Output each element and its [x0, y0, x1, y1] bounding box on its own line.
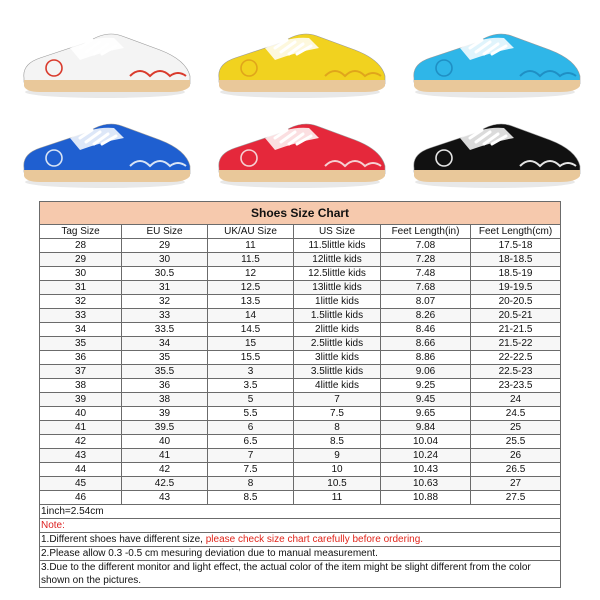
shoe-image-white	[10, 18, 200, 108]
table-cell: 10.24	[381, 449, 471, 463]
table-cell: 27.5	[471, 491, 561, 505]
table-row	[40, 239, 561, 253]
table-cell: 43	[40, 449, 122, 463]
table-row	[40, 435, 561, 449]
table-cell: 5	[208, 393, 294, 407]
table-cell: 36	[122, 379, 208, 393]
table-cell: 18.5-19	[471, 267, 561, 281]
table-row	[40, 309, 561, 323]
table-cell: 12.5little kids	[294, 267, 381, 281]
shoe-image-black	[400, 108, 590, 198]
header-uk-au-size: UK/AU Size	[208, 225, 294, 239]
table-row	[40, 253, 561, 267]
table-cell: 12.5	[208, 281, 294, 295]
table-cell: 9	[294, 449, 381, 463]
table-cell: 33.5	[122, 323, 208, 337]
table-cell: 10.43	[381, 463, 471, 477]
table-cell: 6	[208, 421, 294, 435]
table-cell: 3little kids	[294, 351, 381, 365]
note-1-text: 1.Different shoes have different size,	[41, 534, 206, 545]
table-cell: 9.25	[381, 379, 471, 393]
note-title: Note:	[40, 519, 561, 533]
table-row	[40, 393, 561, 407]
table-cell: 14.5	[208, 323, 294, 337]
table-cell: 32	[40, 295, 122, 309]
table-cell: 29	[40, 253, 122, 267]
table-cell: 7.5	[208, 463, 294, 477]
size-chart	[39, 201, 560, 588]
table-cell: 46	[40, 491, 122, 505]
table-cell: 23-23.5	[471, 379, 561, 393]
table-cell: 19-19.5	[471, 281, 561, 295]
table-cell: 26.5	[471, 463, 561, 477]
table-cell: 9.45	[381, 393, 471, 407]
table-cell: 9.84	[381, 421, 471, 435]
table-cell: 7.08	[381, 239, 471, 253]
table-row	[40, 323, 561, 337]
table-cell: 38	[40, 379, 122, 393]
table-cell: 11	[208, 239, 294, 253]
table-cell: 2little kids	[294, 323, 381, 337]
table-row	[40, 477, 561, 491]
table-row	[40, 491, 561, 505]
table-cell: 13little kids	[294, 281, 381, 295]
table-cell: 30	[40, 267, 122, 281]
table-cell: 32	[122, 295, 208, 309]
table-cell: 39	[40, 393, 122, 407]
note-1	[40, 533, 561, 547]
chart-header-row	[40, 225, 561, 239]
table-cell: 22-22.5	[471, 351, 561, 365]
table-cell: 15	[208, 337, 294, 351]
table-cell: 8.66	[381, 337, 471, 351]
table-cell: 40	[40, 407, 122, 421]
table-row	[40, 337, 561, 351]
table-cell: 26	[471, 449, 561, 463]
table-cell: 8	[294, 421, 381, 435]
shoe-gallery	[0, 0, 600, 198]
table-cell: 20.5-21	[471, 309, 561, 323]
table-cell: 31	[40, 281, 122, 295]
table-cell: 42.5	[122, 477, 208, 491]
table-cell: 4little kids	[294, 379, 381, 393]
shoe-image-sky-blue	[400, 18, 590, 108]
table-cell: 9.06	[381, 365, 471, 379]
table-cell: 22.5-23	[471, 365, 561, 379]
chart-body	[40, 239, 561, 505]
table-cell: 45	[40, 477, 122, 491]
table-cell: 7.68	[381, 281, 471, 295]
table-row	[40, 449, 561, 463]
table-cell: 38	[122, 393, 208, 407]
table-cell: 10.63	[381, 477, 471, 491]
table-cell: 33	[40, 309, 122, 323]
table-cell: 35	[40, 337, 122, 351]
header-feet-length-in: Feet Length(in)	[381, 225, 471, 239]
table-cell: 13.5	[208, 295, 294, 309]
header-tag-size: Tag Size	[40, 225, 122, 239]
table-cell: 1.5little kids	[294, 309, 381, 323]
table-cell: 9.65	[381, 407, 471, 421]
table-cell: 25.5	[471, 435, 561, 449]
table-cell: 18-18.5	[471, 253, 561, 267]
table-cell: 42	[122, 463, 208, 477]
table-cell: 35.5	[122, 365, 208, 379]
table-cell: 30	[122, 253, 208, 267]
table-cell: 15.5	[208, 351, 294, 365]
table-cell: 7.28	[381, 253, 471, 267]
table-cell: 11.5	[208, 253, 294, 267]
table-cell: 10	[294, 463, 381, 477]
table-cell: 35	[122, 351, 208, 365]
table-cell: 11	[294, 491, 381, 505]
table-cell: 7	[208, 449, 294, 463]
table-cell: 34	[40, 323, 122, 337]
table-row	[40, 365, 561, 379]
table-cell: 24	[471, 393, 561, 407]
table-cell: 7.5	[294, 407, 381, 421]
header-us-size: US Size	[294, 225, 381, 239]
table-cell: 17.5-18	[471, 239, 561, 253]
table-cell: 12	[208, 267, 294, 281]
table-cell: 2.5little kids	[294, 337, 381, 351]
table-cell: 36	[40, 351, 122, 365]
table-cell: 21-21.5	[471, 323, 561, 337]
table-cell: 41	[122, 449, 208, 463]
table-cell: 7	[294, 393, 381, 407]
shoe-image-red	[205, 108, 395, 198]
table-cell: 1little kids	[294, 295, 381, 309]
table-row	[40, 407, 561, 421]
table-cell: 3.5	[208, 379, 294, 393]
table-cell: 30.5	[122, 267, 208, 281]
table-cell: 10.88	[381, 491, 471, 505]
table-cell: 44	[40, 463, 122, 477]
table-cell: 8.5	[208, 491, 294, 505]
table-cell: 3.5little kids	[294, 365, 381, 379]
shoe-image-royal-blue	[10, 108, 200, 198]
table-row	[40, 267, 561, 281]
table-cell: 29	[122, 239, 208, 253]
table-cell: 41	[40, 421, 122, 435]
table-cell: 34	[122, 337, 208, 351]
table-row	[40, 295, 561, 309]
shoe-image-yellow	[205, 18, 395, 108]
table-cell: 3	[208, 365, 294, 379]
header-feet-length-cm: Feet Length(cm)	[471, 225, 561, 239]
table-row	[40, 379, 561, 393]
table-cell: 12little kids	[294, 253, 381, 267]
table-cell: 10.04	[381, 435, 471, 449]
note-1-warning: please check size chart carefully before ordering.	[205, 534, 424, 545]
table-cell: 14	[208, 309, 294, 323]
table-cell: 33	[122, 309, 208, 323]
note-3: 3.Due to the different monitor and light effect, the actual color of the item might be slight different from the color shown on the pictures.	[40, 561, 561, 588]
table-cell: 24.5	[471, 407, 561, 421]
conversion-note: 1inch=2.54cm	[40, 505, 561, 519]
table-cell: 28	[40, 239, 122, 253]
table-cell: 10.5	[294, 477, 381, 491]
table-row	[40, 351, 561, 365]
table-cell: 27	[471, 477, 561, 491]
table-cell: 31	[122, 281, 208, 295]
table-cell: 8.07	[381, 295, 471, 309]
table-cell: 7.48	[381, 267, 471, 281]
header-eu-size: EU Size	[122, 225, 208, 239]
table-cell: 8.86	[381, 351, 471, 365]
table-row	[40, 281, 561, 295]
table-cell: 11.5little kids	[294, 239, 381, 253]
table-cell: 42	[40, 435, 122, 449]
note-2: 2.Please allow 0.3 -0.5 cm mesuring deviation due to manual measurement.	[40, 547, 561, 561]
table-cell: 39	[122, 407, 208, 421]
table-cell: 37	[40, 365, 122, 379]
table-cell: 20-20.5	[471, 295, 561, 309]
table-cell: 8.5	[294, 435, 381, 449]
table-cell: 8.26	[381, 309, 471, 323]
table-cell: 5.5	[208, 407, 294, 421]
table-cell: 21.5-22	[471, 337, 561, 351]
size-chart-table	[39, 201, 561, 588]
table-cell: 40	[122, 435, 208, 449]
table-cell: 6.5	[208, 435, 294, 449]
table-cell: 8	[208, 477, 294, 491]
table-cell: 8.46	[381, 323, 471, 337]
table-cell: 39.5	[122, 421, 208, 435]
table-row	[40, 463, 561, 477]
table-cell: 25	[471, 421, 561, 435]
table-row	[40, 421, 561, 435]
table-cell: 43	[122, 491, 208, 505]
chart-title: Shoes Size Chart	[40, 202, 561, 225]
